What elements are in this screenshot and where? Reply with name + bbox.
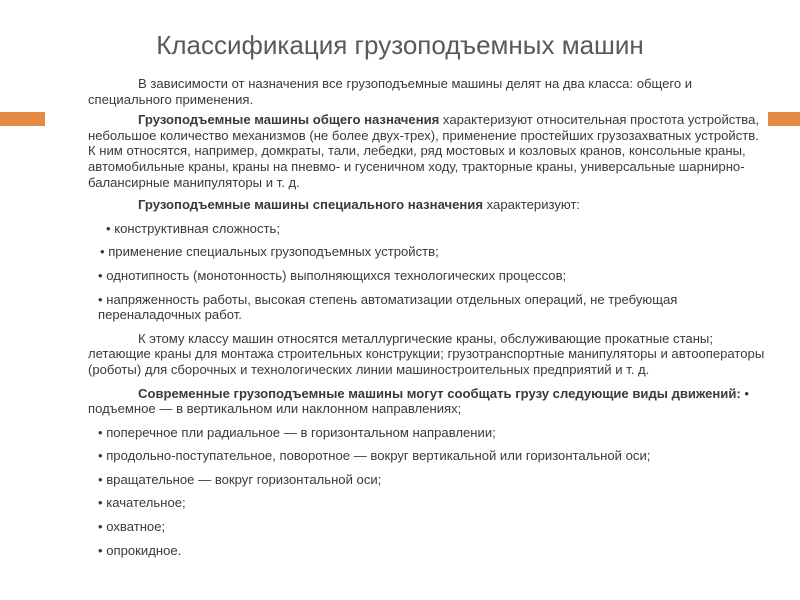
accent-bar-left — [0, 112, 45, 126]
movements-heading: Современные грузоподъемные машины могут сообщать грузу следующие виды движений: — [138, 385, 741, 401]
slide-title: Классификация грузоподъемных машин — [156, 30, 644, 60]
metallurgical-paragraph: К этому классу машин относятся металлургические краны, обслуживающие прокатные станы; летающие краны для монтажа строительных конструкции; грузотранспортные манипуляторы и автооператоры (роботы) для сборочных и технологических линии машиностроительных предприятий и т. д. — [88, 330, 765, 377]
special-feature-item: • конструктивная сложность; — [106, 220, 280, 236]
movement-item: • качательное; — [98, 495, 186, 511]
movement-item: • опрокидное. — [98, 542, 182, 558]
slide-body — [88, 76, 768, 558]
movement-item: • охватное; — [98, 519, 166, 535]
general-purpose-heading: Грузоподъемные машины общего назначения — [138, 112, 440, 128]
movements-paragraph — [88, 386, 768, 417]
special-purpose-heading: Грузоподъемные машины специального назначения — [138, 197, 484, 213]
movement-item: • продольно-поступательное, поворотное — вокруг вертикальной или горизонтальной оси; — [98, 448, 651, 464]
accent-bar-right — [768, 112, 800, 126]
special-purpose-paragraph — [88, 197, 768, 213]
special-purpose-text: характеризуют: — [483, 197, 581, 213]
intro-paragraph: В зависимости от назначения все грузоподъемные машины делят на два класса: общего и специального применения. — [88, 76, 693, 107]
special-feature-item: • напряженность работы, высокая степень автоматизации отдельных операций, не требующая переналадочных работ. — [98, 291, 678, 323]
general-purpose-paragraph — [88, 112, 768, 190]
special-feature-item: • применение специальных грузоподъемных устройств; — [100, 244, 439, 260]
special-feature-item: • однотипность (монотонность) выполняющихся технологических процессов; — [98, 267, 567, 283]
movements-first-item: • подъемное — в вертикальном или наклонном направлениях; — [88, 385, 749, 417]
general-purpose-text: характеризуют относительная простота устройства, небольшое количество механизмов (не более двух-трех), применение простейших грузозахватных устройств. К ним относятся, например, домкраты, тали, лебедки, ряд мостовых и козловых кранов, консольные краны, автомобильные краны, краны на пневмо- и гусеничном ходу, тракторные краны, универсальные шарнирно-балансирные манипуляторы и т. д. — [88, 112, 760, 190]
movement-item: • поперечное пли радиальное — в горизонтальном направлении; — [98, 424, 496, 440]
movement-item: • вращательное — вокруг горизонтальной оси; — [98, 471, 382, 487]
